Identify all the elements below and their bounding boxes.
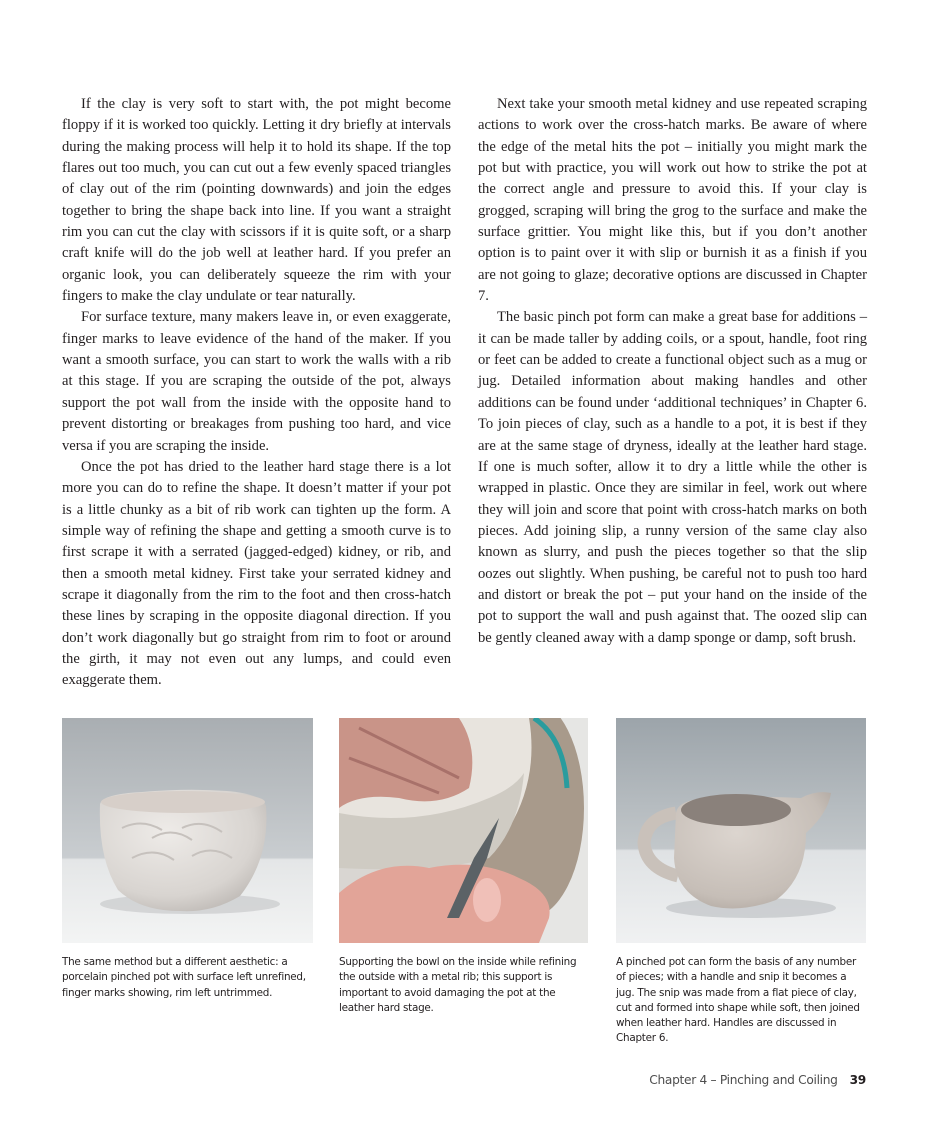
figure-caption: The same method but a different aesthetic: a porcelain pinched pot with surface left unrefined, finger marks showing, rim left untrimmed. [62, 956, 306, 999]
figure-jug [616, 718, 866, 1047]
body-paragraph: For surface texture, many makers leave in, or even exaggerate, finger marks to leave evidence of the hand of the maker. If you want a smooth surface, you can start to work the walls with a rib at this stage. If you are scraping the outside of the pot, always support the pot wall from the inside with the opposite hand to prevent distorting or breakages from pushing too hard, and vice versa if you are scraping the inside. [62, 309, 451, 454]
body-paragraph: The basic pinch pot form can make a great base for additions – it can be made taller by adding coils, or a spout, handle, foot ring or feet can be added to create a functional object such as a mug or jug. Detailed information about making handles and other additions can be found under ‘additional techniques’ in Chapter 6. To join pieces of clay, such as a handle to a pot, it is best if they are at the same stage of dryness, ideally at the leather hard stage. If one is much softer, allow it to dry a little while the other is wrapped in plastic. Once they are similar in feel, work out where they will join and score that point with cross-hatch marks on both pieces. Add joining slip, a runny version of the same clay also known as slurry, and push the pieces together so that the slip oozes out slightly. When pushing, be careful not to push too hard and distort or break the pot – put your hand on the inside of the pot to support the wall and push against that. The oozed slip can be gently cleaned away with a damp sponge or damp, soft brush. [478, 309, 867, 646]
left-text-column [62, 94, 451, 692]
photo-metal-rib [339, 718, 588, 943]
photo-jug [616, 718, 866, 943]
figure-metal-rib [339, 718, 588, 1016]
photo-porcelain-bowl [62, 718, 313, 943]
figure-caption: A pinched pot can form the basis of any number of pieces; with a handle and snip it becomes a jug. The snip was made from a flat piece of clay, cut and formed into shape while soft, then joined when leather hard. Handles are discussed in Chapter 6. [616, 956, 860, 1045]
body-paragraph: Next take your smooth metal kidney and use repeated scraping actions to work over the cross-hatch marks. Be aware of where the edge of the metal hits the pot – initially you might mark the pot but with practice, you will work out how to strike the pot at the correct angle and pressure to avoid this. If your clay is grogged, scraping will bring the grog to the surface and make the surface grittier. You might like this, but if you don’t another option is to paint over it with slip or burnish it as a finish if you are not going to glaze; decorative options are discussed in Chapter 7. [478, 96, 867, 305]
figure-caption: Supporting the bowl on the inside while refining the outside with a metal rib; this support is important to avoid damaging the pot at the leather hard stage. [339, 956, 577, 1014]
pinched-jug-image [616, 718, 866, 943]
figure-porcelain-bowl [62, 718, 313, 1001]
body-paragraph: If the clay is very soft to start with, the pot might become floppy if it is worked too quickly. Letting it dry briefly at intervals during the making process will help it to hold its shape. If the top flares out too much, you can cut out a few evenly spaced triangles of clay out of the rim (pointing downwards) and join the edges together to bring the shape back into line. If you want a straight rim you can cut the clay with scissors if it is quite soft, or a sharp craft knife will do the job well at leather hard. If you prefer an organic look, you can deliberately squeeze the rim with your fingers to make the clay undulate or tear naturally. [62, 96, 451, 305]
body-paragraph: Once the pot has dried to the leather hard stage there is a lot more you can do to refine the shape. It doesn’t matter if your pot is a little chunky as a bit of rib work can tighten up the form. A simple way of refining the shape and getting a smooth curve is to first scrape it with a serrated (jagged-edged) kidney, or rib, and then a smooth metal kidney. First take your serrated kidney and scrape it diagonally from the rim to the foot and then cross-hatch these lines by scraping in the opposite diagonal direction. If you don’t work diagonally but go straight from rim to foot or around the girth, it may not even out any lumps, and could even exaggerate them. [62, 458, 451, 689]
porcelain-bowl-image [62, 718, 313, 943]
hands-metal-rib-image [339, 718, 588, 943]
running-head: Chapter 4 – Pinching and Coiling [649, 1073, 838, 1087]
page-footer [649, 1073, 866, 1087]
page-number: 39 [849, 1073, 866, 1087]
right-text-column [478, 94, 867, 649]
